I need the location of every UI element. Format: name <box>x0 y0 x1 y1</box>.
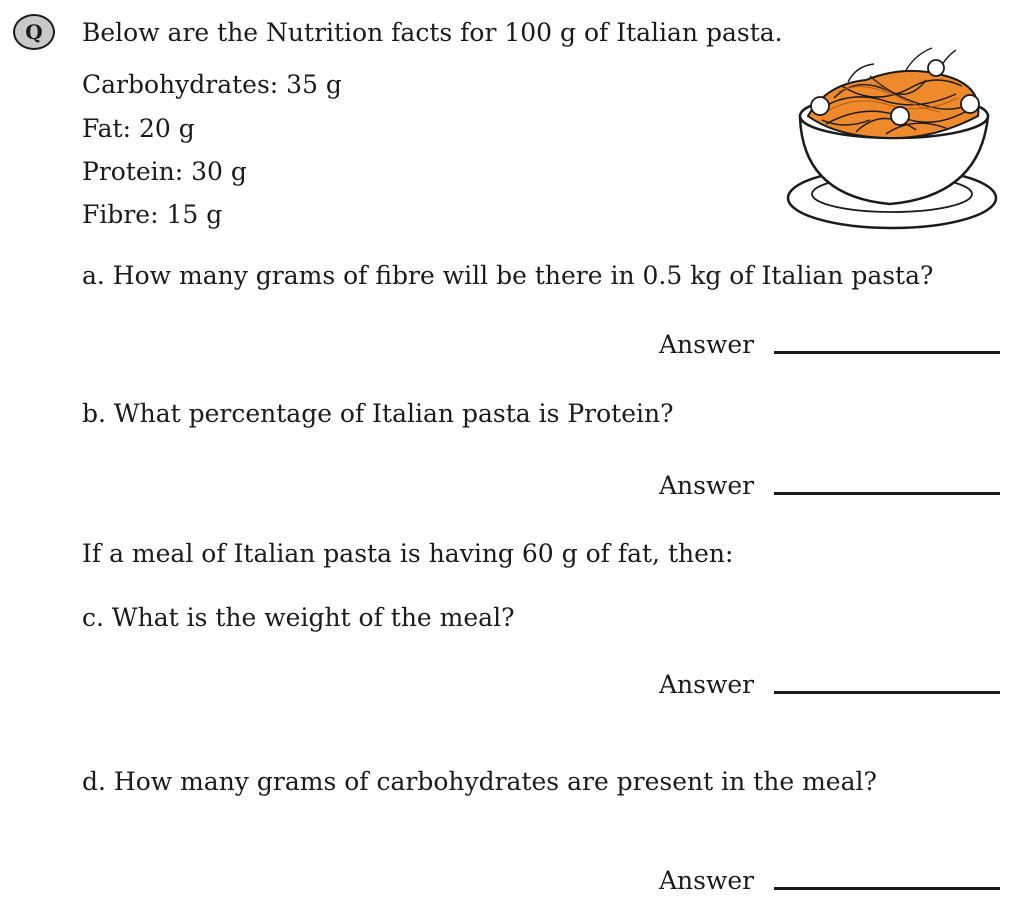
fact-fat: Fat: 20 g <box>82 114 195 143</box>
answer-line-a[interactable] <box>774 351 1000 354</box>
question-c: c. What is the weight of the meal? <box>82 603 515 632</box>
question-d: d. How many grams of carbohydrates are present in the meal? <box>82 767 877 796</box>
answer-line-c[interactable] <box>774 691 1000 694</box>
pasta-bowl-illustration <box>786 46 1002 232</box>
condition-text: If a meal of Italian pasta is having 60 g of fat, then: <box>82 539 734 568</box>
intro-text: Below are the Nutrition facts for 100 g of Italian pasta. <box>82 18 783 47</box>
pasta-noodles <box>808 48 978 138</box>
question-b: b. What percentage of Italian pasta is Protein? <box>82 399 674 428</box>
answer-line-d[interactable] <box>774 887 1000 890</box>
answer-label-b: Answer <box>659 471 755 500</box>
fact-carbohydrates: Carbohydrates: 35 g <box>82 70 342 99</box>
answer-line-b[interactable] <box>774 492 1000 495</box>
answer-label-a: Answer <box>659 330 755 359</box>
question-badge: Q <box>13 14 55 50</box>
question-a: a. How many grams of fibre will be there in 0.5 kg of Italian pasta? <box>82 261 934 290</box>
fact-protein: Protein: 30 g <box>82 157 247 186</box>
fact-fibre: Fibre: 15 g <box>82 200 223 229</box>
answer-label-c: Answer <box>659 670 755 699</box>
answer-label-d: Answer <box>659 866 755 895</box>
